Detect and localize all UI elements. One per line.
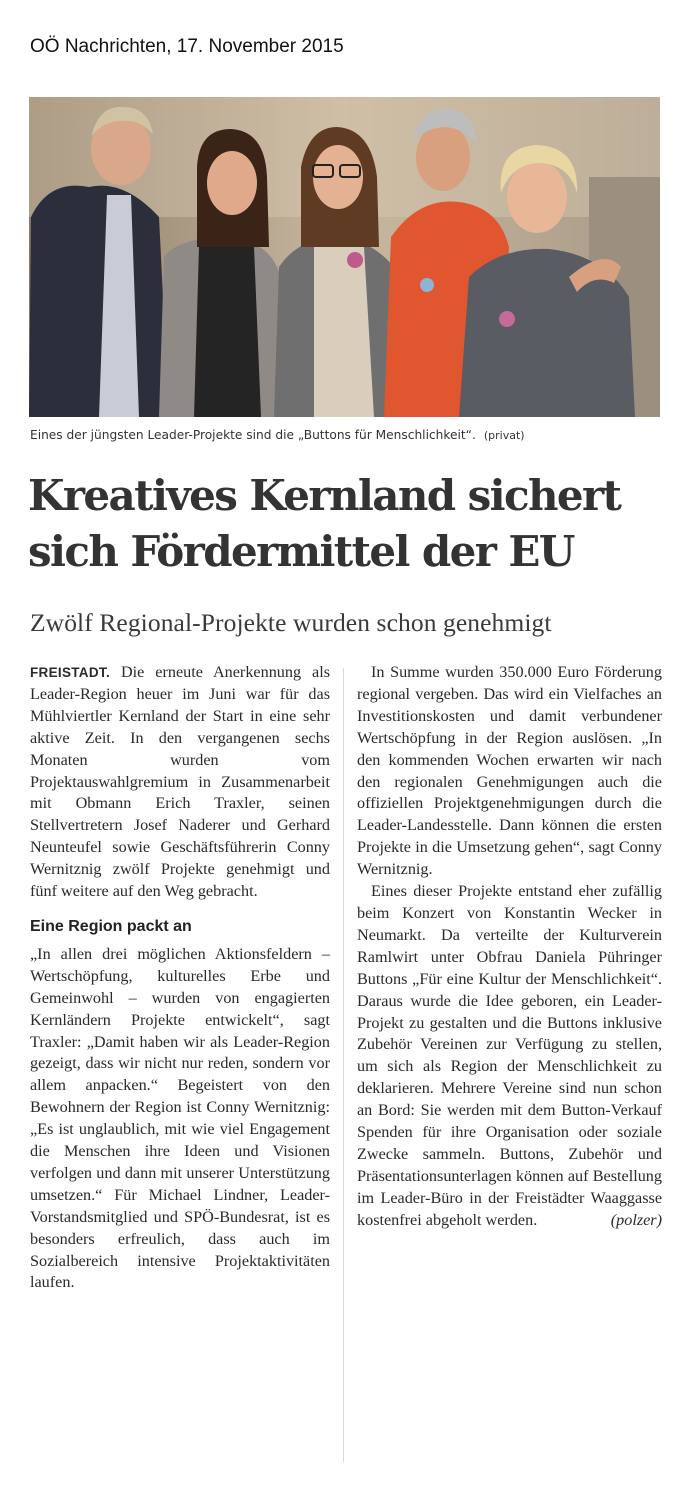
article-column-left xyxy=(30,662,330,1294)
paragraph-1 xyxy=(30,662,330,903)
headline-line-1: Kreatives Kernland sichert xyxy=(28,471,621,520)
caption-text: Eines der jüngsten Leader-Projekte sind die „Buttons für Menschlichkeit“. xyxy=(30,428,476,442)
crosshead: Eine Region packt an xyxy=(30,917,192,935)
paragraph-4-text: Eines dieser Projekte entstand eher zufällig beim Konzert von Konstantin Wecker in Neumarkt. Da verteilte der Kulturverein Ramlwirt unter Obfrau Daniela Pühringer Buttons „Für eine Kultur der Menschlichkeit“. Daraus wurde die Idee geboren, ein Leader-Projekt zu gestalten und die Buttons inklusive Zubehör Vereinen zur Verfügung zu stellen, um sich als Region der Menschlichkeit zu deklarieren. Mehrere Vereine sind nun schon an Bord: Sie werden mit dem Button-Verkauf Spenden für ihre Organisation oder soziale Zwecke sammeln. Buttons, Zubehör und Präsentationsunterlagen können auf Bestellung im Leader-Büro in der Freistädter Waaggasse kostenfrei abgeholt werden. xyxy=(357,882,662,1229)
column-divider xyxy=(343,668,344,1462)
paragraph-4 xyxy=(357,881,662,1232)
dateline: FREISTADT. xyxy=(30,665,110,680)
paragraph-3: In Summe wurden 350.000 Euro Förderung regional vergeben. Das wird ein Vielfaches an Investitionskosten und damit verbundener Wertschöpfung in der Region auslösen. „In den kommenden Wochen erwarten wir nach den regionalen Genehmigungen auch die offiziellen Projektgenehmigungen durch die Leader-Landesstelle. Dann können die ersten Projekte in die Umsetzung gehen“, sagt Conny Wernitznig. xyxy=(357,663,662,879)
paragraph-2: „In allen drei möglichen Aktionsfeldern – Wertschöpfung, kulturelles Erbe und Gemeinwohl – wurden von engagierten Kernländern Projekte entwickelt“, sagt Traxler: „Damit haben wir als Leader-Region gezeigt, dass wir nicht nur reden, sondern vor allem anpacken.“ Begeistert von den Bewohnern der Region ist Conny Wernitznig: „Es ist unglaublich, mit wie viel Engagement die Menschen ihre Ideen und Visionen verfolgen und dann mit unserer Unterstützung umsetzen.“ Für Michael Lindner, Leader-Vorstandsmitglied und SPÖ-Bundesrat, ist es besonders erfreulich, dass auch im Sozialbereich intensive Projektaktivitäten laufen. xyxy=(30,944,330,1292)
photo-credit: (privat) xyxy=(483,429,525,442)
headline-line-2: sich Fördermittel der EU xyxy=(28,527,574,576)
article-headline xyxy=(28,468,668,580)
newspaper-source-line: OÖ Nachrichten, 17. November 2015 xyxy=(30,36,344,57)
article-subhead: Zwölf Regional-Projekte wurden schon genehmigt xyxy=(30,608,552,637)
group-photo xyxy=(29,97,660,417)
paragraph-1-text: Die erneute Anerkennung als Leader-Region heuer im Juni war für das Mühlviertler Kernland der Start in eine sehr aktive Zeit. In den vergangenen sechs Monaten wurden vom Projektauswahlgremium in Zusammenarbeit mit Obmann Erich Traxler, seinen Stellvertretern Josef Naderer und Gerhard Neunteufel sowie Geschäftsführerin Conny Wernitznig zwölf Projekte genehmigt und fünf weitere auf den Weg gebracht. xyxy=(30,663,330,901)
author-signature: (polzer) xyxy=(610,1210,662,1229)
article-column-right xyxy=(357,662,662,1232)
photo-caption xyxy=(30,428,666,442)
